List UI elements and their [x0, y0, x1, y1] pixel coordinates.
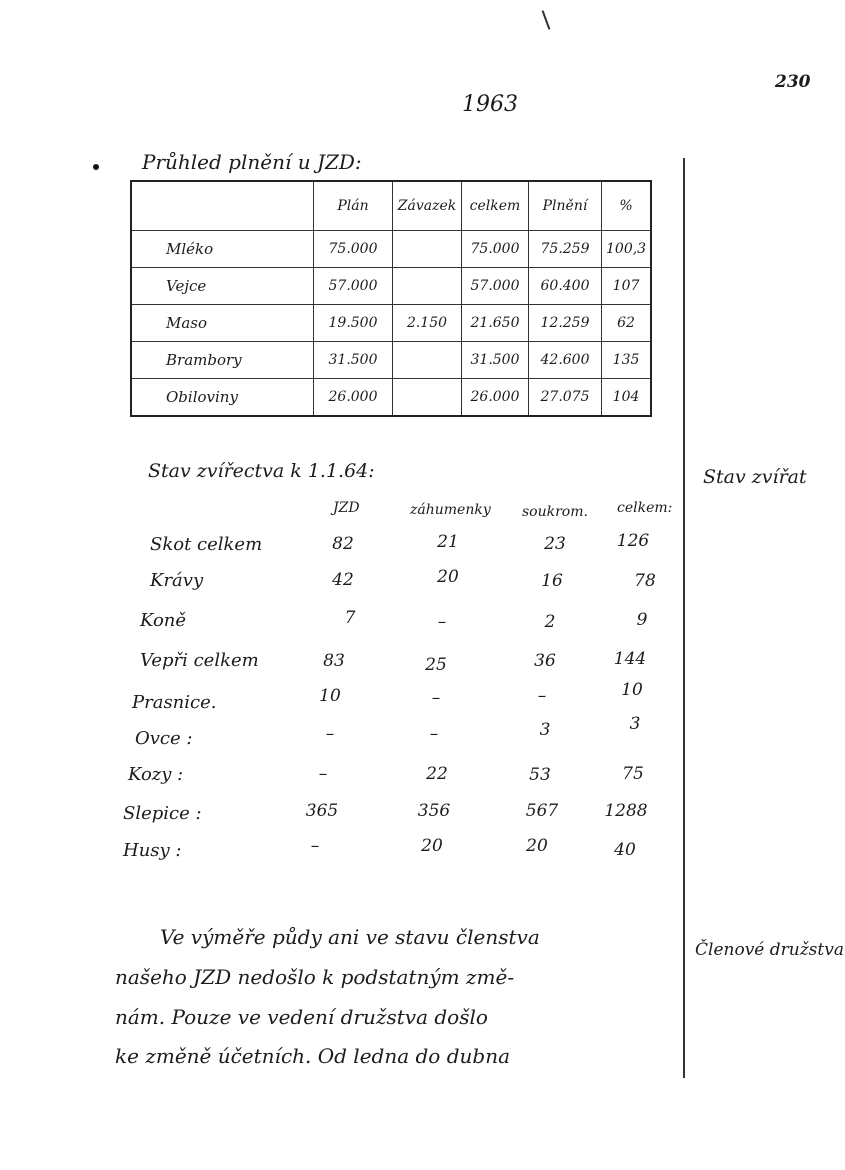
livestock-cell-zahumenky: 22: [426, 764, 448, 784]
paragraph-line: našeho JZD nedošlo k podstatným změ-: [115, 965, 515, 989]
livestock-col-zahumenky: záhumenky: [410, 502, 491, 518]
plan-heading: Průhled plnění u JZD:: [142, 150, 362, 174]
cell-pct: 104: [602, 379, 652, 417]
livestock-cell-soukrom: 16: [541, 571, 563, 591]
livestock-cell-celkem: 40: [614, 840, 636, 860]
livestock-col-soukrom: soukrom.: [522, 504, 588, 520]
livestock-cell-soukrom: 567: [525, 801, 559, 821]
row-label: Brambory: [131, 342, 314, 379]
livestock-cell-jzd: 42: [332, 570, 354, 590]
livestock-cell-zahumenky: 25: [425, 655, 447, 675]
cell-zavazek: [393, 379, 462, 417]
margin-note-members: Členové družstva: [695, 940, 844, 960]
table-row: [131, 305, 651, 342]
livestock-cell-zahumenky: 356: [417, 801, 451, 821]
cell-celkem: 31.500: [462, 342, 529, 379]
livestock-row-label: Husy :: [123, 840, 182, 861]
livestock-cell-celkem: 78: [634, 571, 656, 591]
livestock-cell-jzd: –: [318, 764, 328, 784]
cell-plneni: 60.400: [529, 268, 602, 305]
cell-pct: 135: [602, 342, 652, 379]
livestock-row-label: Koně: [140, 610, 187, 631]
row-label: Vejce: [131, 268, 314, 305]
livestock-cell-jzd: 83: [323, 651, 345, 671]
livestock-cell-soukrom: 20: [526, 836, 548, 856]
livestock-cell-zahumenky: 20: [421, 836, 443, 856]
livestock-cell-soukrom: 23: [544, 534, 566, 554]
cell-celkem: 26.000: [462, 379, 529, 417]
plan-header-celkem: celkem: [462, 181, 529, 231]
table-row: [131, 231, 651, 268]
cell-plan: 75.000: [314, 231, 393, 268]
margin-line: [683, 158, 685, 1078]
livestock-cell-zahumenky: 20: [437, 567, 459, 587]
row-label: Obiloviny: [131, 379, 314, 417]
livestock-cell-jzd: 365: [305, 801, 339, 821]
plan-table-header-row: [131, 181, 651, 231]
livestock-cell-zahumenky: –: [431, 688, 441, 708]
livestock-cell-zahumenky: 21: [437, 532, 459, 552]
year-heading: 1963: [462, 92, 518, 117]
bullet-dot: [93, 164, 99, 170]
livestock-col-jzd: JZD: [333, 500, 360, 516]
livestock-cell-jzd: –: [310, 836, 320, 856]
cell-zavazek: [393, 268, 462, 305]
livestock-cell-celkem: 75: [622, 764, 644, 784]
livestock-cell-celkem: 9: [636, 610, 648, 630]
cell-plneni: 75.259: [529, 231, 602, 268]
livestock-cell-soukrom: 53: [529, 765, 551, 785]
paragraph-line: nám. Pouze ve vedení družstva došlo: [115, 1005, 488, 1029]
livestock-col-celkem: celkem:: [617, 500, 673, 516]
cell-plneni: 42.600: [529, 342, 602, 379]
table-row: [131, 379, 651, 417]
livestock-row-label: Kozy :: [128, 764, 184, 785]
cell-zavazek: 2.150: [393, 305, 462, 342]
row-label: Mléko: [131, 231, 314, 268]
margin-note-livestock: Stav zvířat: [703, 466, 807, 488]
plan-header-pct: %: [602, 181, 652, 231]
plan-header-plan: Plán: [314, 181, 393, 231]
cell-zavazek: [393, 342, 462, 379]
livestock-row-label: Slepice :: [123, 803, 202, 824]
cell-zavazek: [393, 231, 462, 268]
livestock-cell-jzd: 7: [344, 608, 356, 628]
cell-pct: 107: [602, 268, 652, 305]
page-number: 230: [775, 72, 811, 92]
livestock-cell-jzd: 10: [319, 686, 341, 706]
livestock-row-label: Prasnice.: [132, 692, 217, 713]
plan-header-label: [131, 181, 314, 231]
livestock-row-label: Vepři celkem: [140, 650, 259, 671]
livestock-cell-jzd: 82: [332, 534, 354, 554]
cell-pct: 62: [602, 305, 652, 342]
cell-celkem: 75.000: [462, 231, 529, 268]
paragraph-line: Ve výměře půdy ani ve stavu členstva: [160, 925, 540, 949]
cell-celkem: 21.650: [462, 305, 529, 342]
livestock-cell-celkem: 126: [616, 531, 650, 551]
livestock-cell-zahumenky: –: [429, 724, 439, 744]
livestock-cell-celkem: 1288: [604, 801, 648, 821]
livestock-cell-soukrom: 36: [534, 651, 556, 671]
cell-pct: 100,3: [602, 231, 652, 268]
row-label: Maso: [131, 305, 314, 342]
plan-header-plneni: Plnění: [529, 181, 602, 231]
livestock-cell-soukrom: –: [537, 686, 547, 706]
cell-celkem: 57.000: [462, 268, 529, 305]
livestock-cell-soukrom: 2: [544, 612, 556, 632]
pen-mark: [542, 10, 551, 29]
cell-plan: 31.500: [314, 342, 393, 379]
cell-plneni: 12.259: [529, 305, 602, 342]
cell-plan: 57.000: [314, 268, 393, 305]
cell-plneni: 27.075: [529, 379, 602, 417]
livestock-heading: Stav zvířectva k 1.1.64:: [148, 460, 375, 482]
livestock-cell-celkem: 3: [629, 714, 641, 734]
livestock-row-label: Ovce :: [135, 728, 193, 749]
table-row: [131, 268, 651, 305]
cell-plan: 26.000: [314, 379, 393, 417]
livestock-cell-soukrom: 3: [539, 720, 551, 740]
livestock-row-label: Krávy: [150, 570, 204, 591]
plan-header-zavazek: Závazek: [393, 181, 462, 231]
livestock-row-label: Skot celkem: [150, 534, 263, 555]
livestock-cell-celkem: 10: [621, 680, 643, 700]
table-row: [131, 342, 651, 379]
cell-plan: 19.500: [314, 305, 393, 342]
paragraph-line: ke změně účetních. Od ledna do dubna: [115, 1044, 510, 1068]
livestock-cell-jzd: –: [325, 724, 335, 744]
plan-table: [130, 180, 652, 417]
livestock-cell-zahumenky: –: [437, 612, 447, 632]
livestock-cell-celkem: 144: [613, 649, 647, 669]
